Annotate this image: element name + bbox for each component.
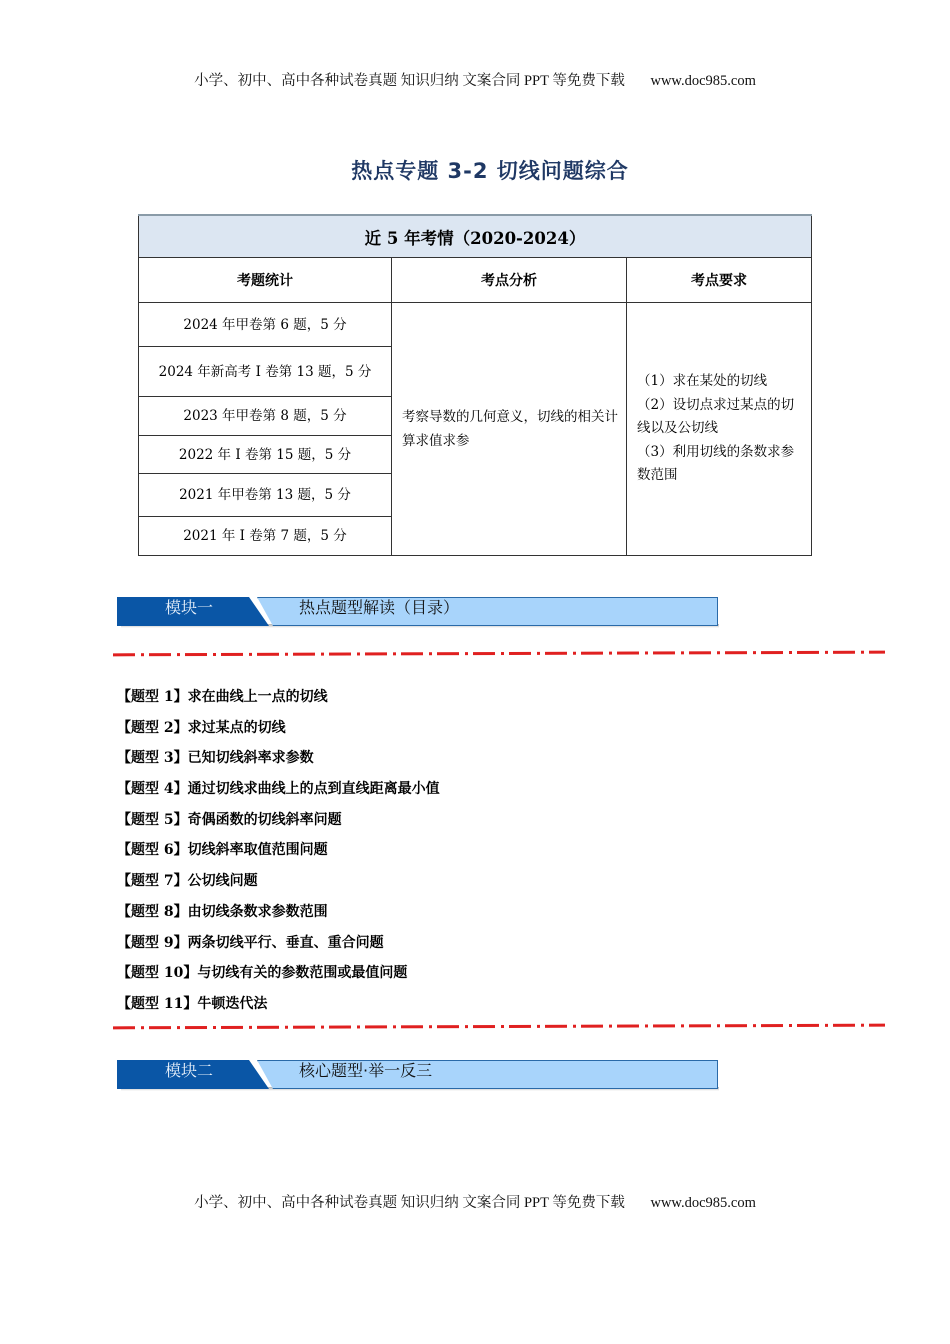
topic-item: 【题型 9】两条切线平行、垂直、重合问题 bbox=[117, 934, 384, 951]
topic-item: 【题型 3】已知切线斜率求参数 bbox=[117, 750, 314, 767]
requirements-cell bbox=[627, 303, 812, 556]
footer-text: 小学、初中、高中各种试卷真题 知识归纳 文案合同 PPT 等免费下载 bbox=[194, 1195, 625, 1211]
page-footer bbox=[0, 1191, 950, 1212]
topic-item: 【题型 1】求在曲线上一点的切线 bbox=[117, 689, 328, 705]
header-requirements: 考点要求 bbox=[627, 258, 812, 303]
divider-line bbox=[113, 651, 885, 657]
header-analysis: 考点分析 bbox=[392, 258, 627, 303]
module-banner-1 bbox=[117, 597, 717, 626]
topic-item: 【题型 5】奇偶函数的切线斜率问题 bbox=[117, 811, 342, 828]
footer-site-link[interactable]: www.doc985.com bbox=[650, 1195, 756, 1211]
module-tag-label: 模块二 bbox=[165, 1061, 214, 1080]
header-stats: 考题统计 bbox=[139, 258, 392, 303]
requirement-item: （1）求在某处的切线 bbox=[637, 373, 768, 390]
exam-stats-table bbox=[138, 214, 812, 556]
stat-cell: 2024 年甲卷第 6 题，5 分 bbox=[139, 303, 392, 347]
module-title: 热点题型解读（目录） bbox=[299, 598, 460, 617]
stat-cell: 2022 年 I 卷第 15 题，5 分 bbox=[139, 436, 392, 474]
module-title: 核心题型·举一反三 bbox=[299, 1061, 433, 1080]
module-banner-2 bbox=[117, 1060, 717, 1089]
stat-cell: 2023 年甲卷第 8 题，5 分 bbox=[139, 397, 392, 436]
page-header bbox=[0, 69, 950, 90]
topic-list bbox=[117, 686, 440, 1024]
requirement-item: （3）利用切线的条数求参数范围 bbox=[637, 443, 795, 484]
topic-item: 【题型 7】公切线问题 bbox=[117, 873, 258, 890]
document-title: 热点专题 3-2 切线问题综合 bbox=[351, 159, 629, 183]
divider-line bbox=[113, 1024, 885, 1030]
header-text: 小学、初中、高中各种试卷真题 知识归纳 文案合同 PPT 等免费下载 bbox=[194, 73, 625, 89]
topic-item: 【题型 10】与切线有关的参数范围或最值问题 bbox=[117, 965, 408, 982]
topic-item: 【题型 4】通过切线求曲线上的点到直线距离最小值 bbox=[117, 781, 440, 798]
analysis-cell: 考察导数的几何意义，切线的相关计算求值求参 bbox=[392, 303, 627, 556]
table-caption: 近 5 年考情（2020-2024） bbox=[139, 215, 812, 258]
requirement-item: （2）设切点求过某点的切线以及公切线 bbox=[637, 396, 795, 437]
topic-item: 【题型 8】由切线条数求参数范围 bbox=[117, 903, 328, 920]
stat-cell: 2021 年甲卷第 13 题，5 分 bbox=[139, 474, 392, 517]
module-tag-label: 模块一 bbox=[165, 598, 214, 617]
stat-cell: 2021 年 I 卷第 7 题，5 分 bbox=[139, 517, 392, 556]
topic-item: 【题型 6】切线斜率取值范围问题 bbox=[117, 842, 328, 859]
header-site-link[interactable]: www.doc985.com bbox=[650, 73, 756, 89]
stat-cell: 2024 年新高考 I 卷第 13 题，5 分 bbox=[139, 347, 392, 397]
topic-item: 【题型 2】求过某点的切线 bbox=[117, 719, 286, 736]
topic-item: 【题型 11】牛顿迭代法 bbox=[117, 995, 268, 1012]
